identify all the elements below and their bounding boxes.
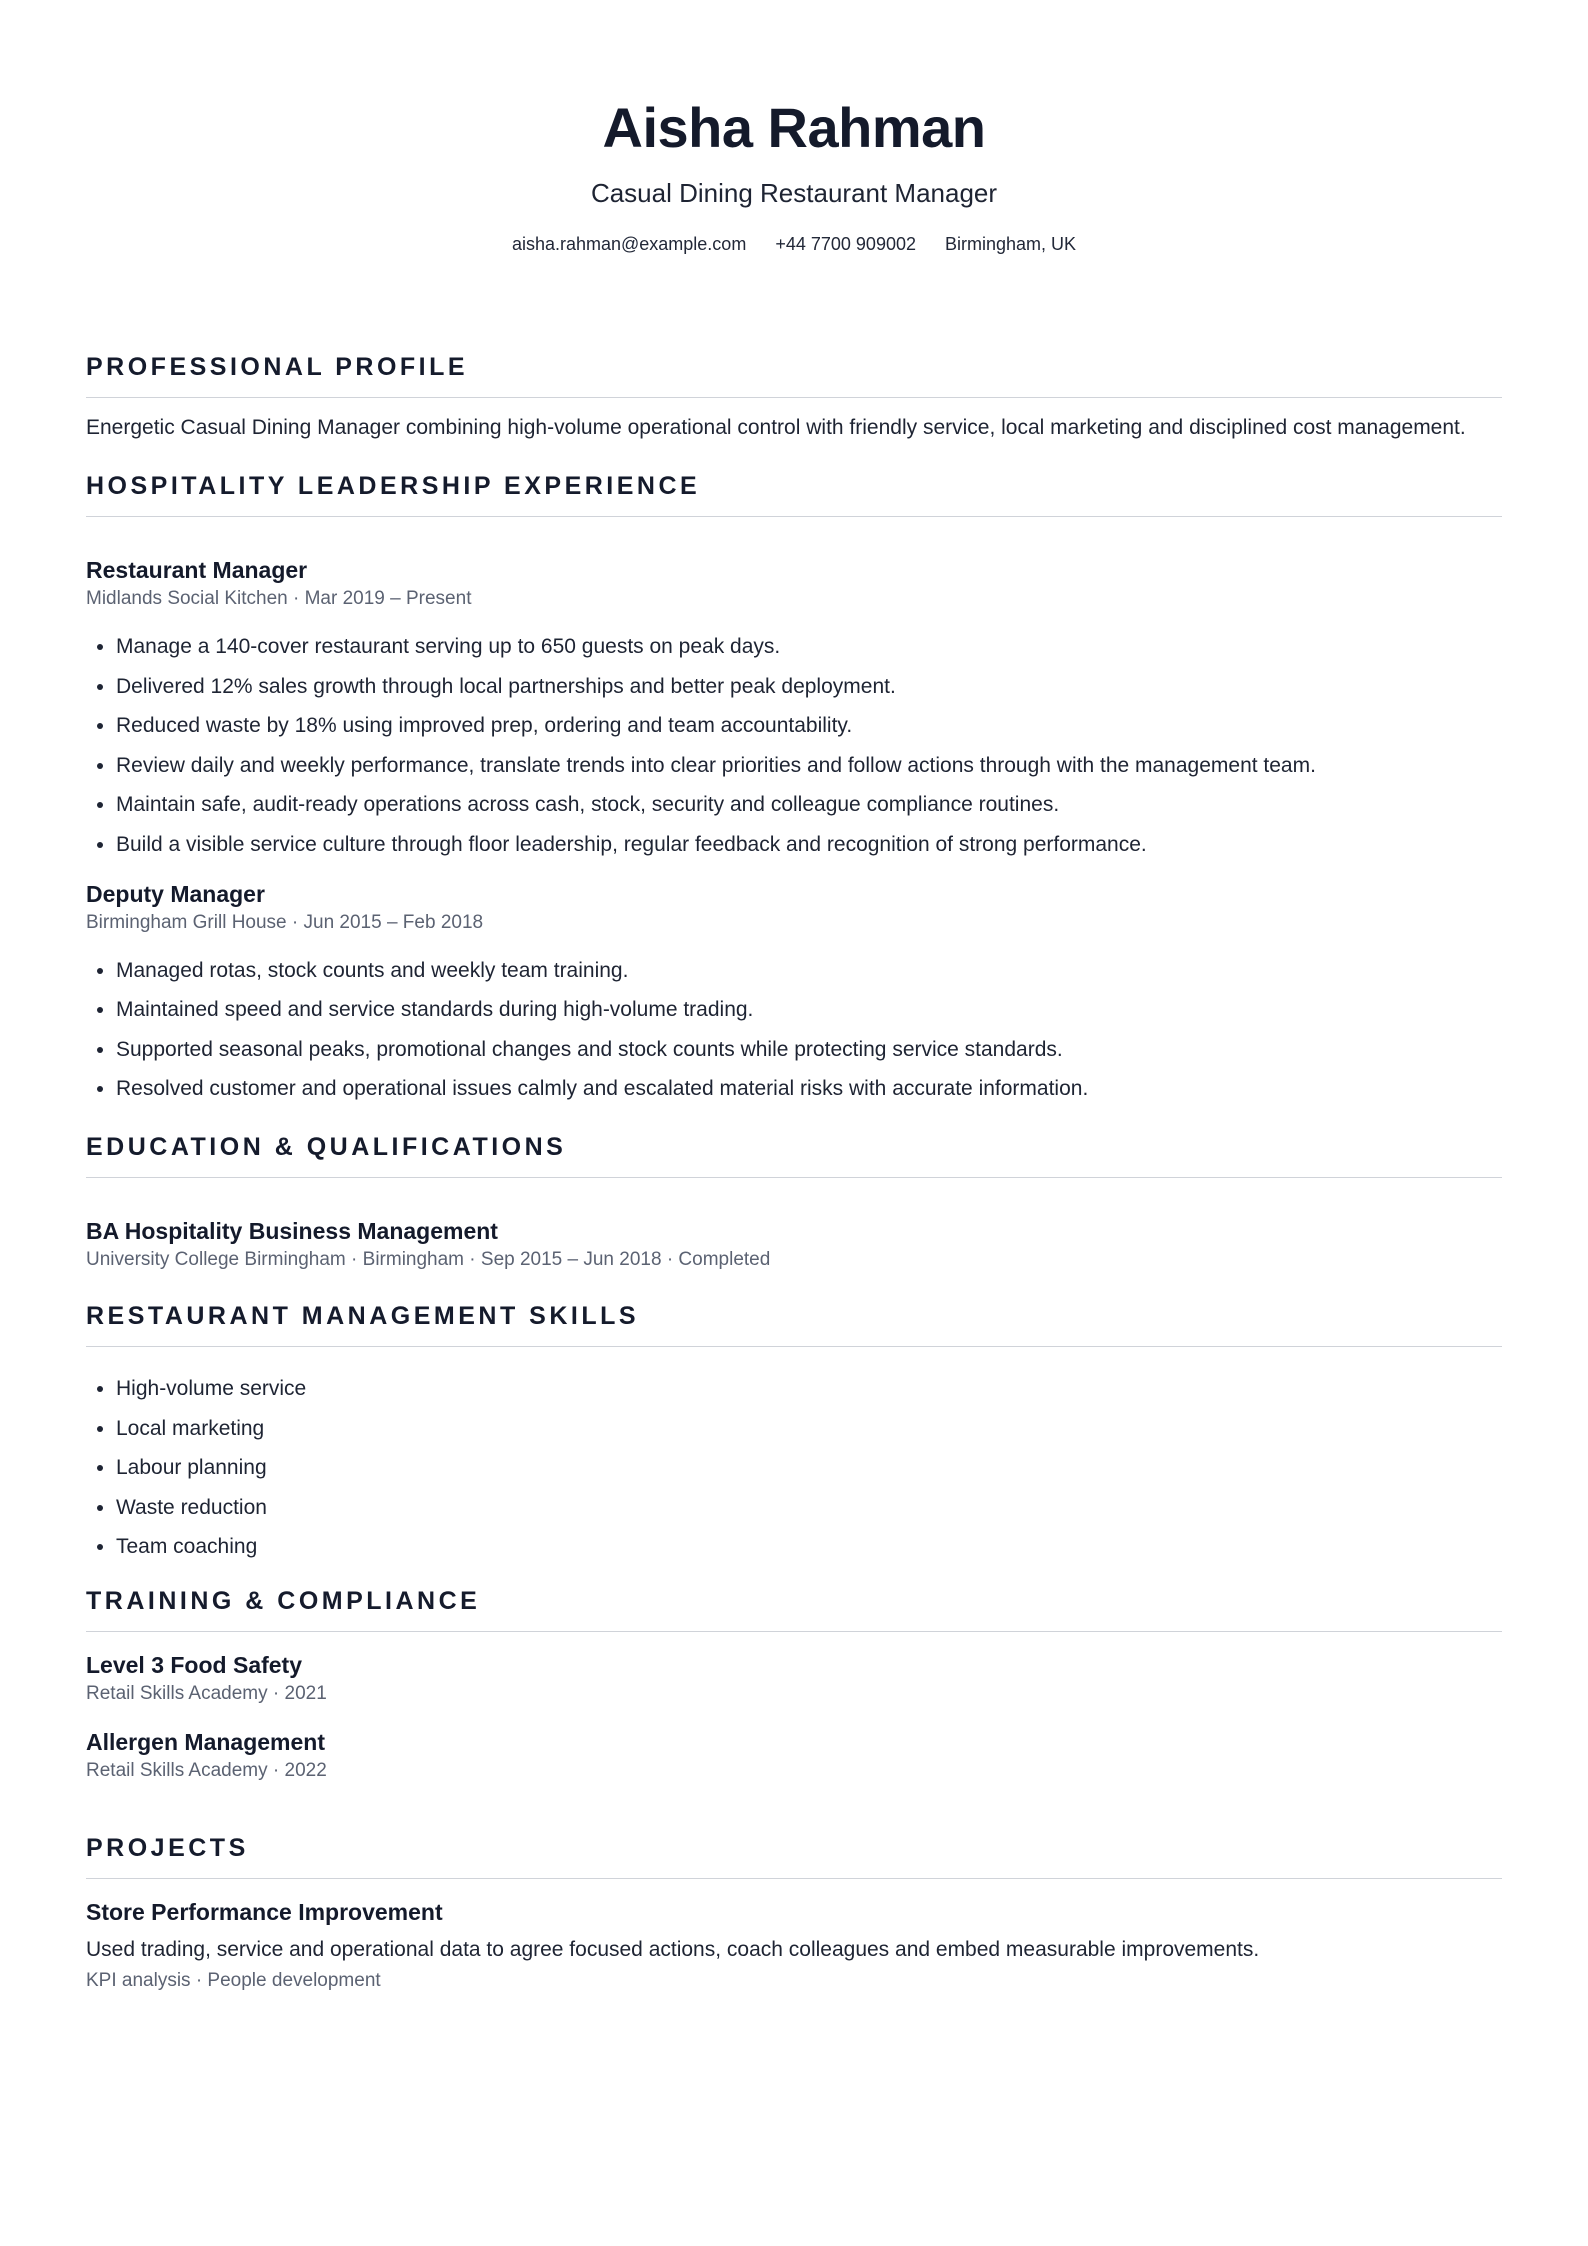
training-section-title: TRAINING & COMPLIANCE [86,1585,1502,1632]
profile-text: Energetic Casual Dining Manager combining high-volume operational control with friendly service, local marketing and disciplined cost management. [86,416,1466,439]
project-tags: KPI analysis · People development [86,1969,381,1991]
job-title: Deputy Manager [86,880,265,907]
skill-item: • Labour planning [116,1448,1502,1488]
job-bullets [86,627,1502,865]
education-section-title: EDUCATION & QUALIFICATIONS [86,1131,1502,1178]
skill-item: • High-volume service [116,1369,1502,1409]
resume-header [86,0,1502,256]
project-title: Store Performance Improvement [86,1898,443,1925]
contact-location: Birmingham, UK [945,234,1077,254]
contact-email[interactable]: aisha.rahman@example.com [511,234,747,254]
training-title: Level 3 Food Safety [86,1651,303,1678]
skill-item: • Local marketing [116,1409,1502,1449]
project-entry [86,1897,1502,1995]
list-item: • Maintained speed and service standards during high-volume trading. [116,990,1502,1030]
experience-section [86,470,1502,1109]
list-item: • Resolved customer and operational issues calmly and escalated material risks with accurate information. [116,1069,1502,1109]
skill-item: • Team coaching [116,1527,1502,1567]
training-meta: Retail Skills Academy · 2022 [86,1759,327,1781]
list-item: • Maintain safe, audit-ready operations across cash, stock, security and colleague compliance routines. [116,785,1502,825]
job-entry [86,879,1502,1109]
contact-line [86,232,1502,256]
training-meta: Retail Skills Academy · 2021 [86,1682,327,1704]
training-title: Allergen Management [86,1728,325,1755]
list-item: • Review daily and weekly performance, translate trends into clear priorities and follow actions through with the management team. [116,746,1502,786]
job-entry [86,555,1502,865]
job-meta: Birmingham Grill House · Jun 2015 – Feb 2018 [86,911,484,933]
list-item: • Delivered 12% sales growth through local partnerships and better peak deployment. [116,667,1502,707]
skills-section [86,1300,1502,1567]
profile-section-title: PROFESSIONAL PROFILE [86,351,1502,398]
list-item: • Build a visible service culture through floor leadership, regular feedback and recognition of strong performance. [116,825,1502,865]
profile-section [86,351,1502,444]
candidate-name: Aisha Rahman [602,96,986,159]
list-item: • Managed rotas, stock counts and weekly team training. [116,951,1502,991]
degree-title: BA Hospitality Business Management [86,1217,498,1244]
skills-list [86,1369,1502,1567]
education-entry [86,1216,1502,1274]
contact-phone[interactable]: +44 7700 909002 [775,234,916,254]
job-title: Restaurant Manager [86,557,308,583]
education-section [86,1131,1502,1274]
project-description: Used trading, service and operational data to agree focused actions, coach colleagues and embed measurable improvements. [86,1937,1260,1961]
training-section [86,1585,1502,1785]
skill-item: • Waste reduction [116,1488,1502,1528]
projects-section [86,1832,1502,1995]
list-item: • Manage a 140-cover restaurant serving up to 650 guests on peak days. [116,627,1502,667]
experience-section-title: HOSPITALITY LEADERSHIP EXPERIENCE [86,470,1502,517]
candidate-headline: Casual Dining Restaurant Manager [590,178,998,208]
job-bullets [86,951,1502,1109]
job-meta: Midlands Social Kitchen · Mar 2019 – Present [86,588,472,609]
training-entry [86,1727,1502,1785]
list-item: • Supported seasonal peaks, promotional changes and stock counts while protecting service standards. [116,1030,1502,1070]
list-item: • Reduced waste by 18% using improved prep, ordering and team accountability. [116,706,1502,746]
training-entry [86,1650,1502,1708]
degree-meta: University College Birmingham · Birmingham · Sep 2015 – Jun 2018 · Completed [86,1248,771,1270]
skills-section-title: RESTAURANT MANAGEMENT SKILLS [86,1300,1502,1347]
projects-section-title: PROJECTS [86,1832,1502,1879]
